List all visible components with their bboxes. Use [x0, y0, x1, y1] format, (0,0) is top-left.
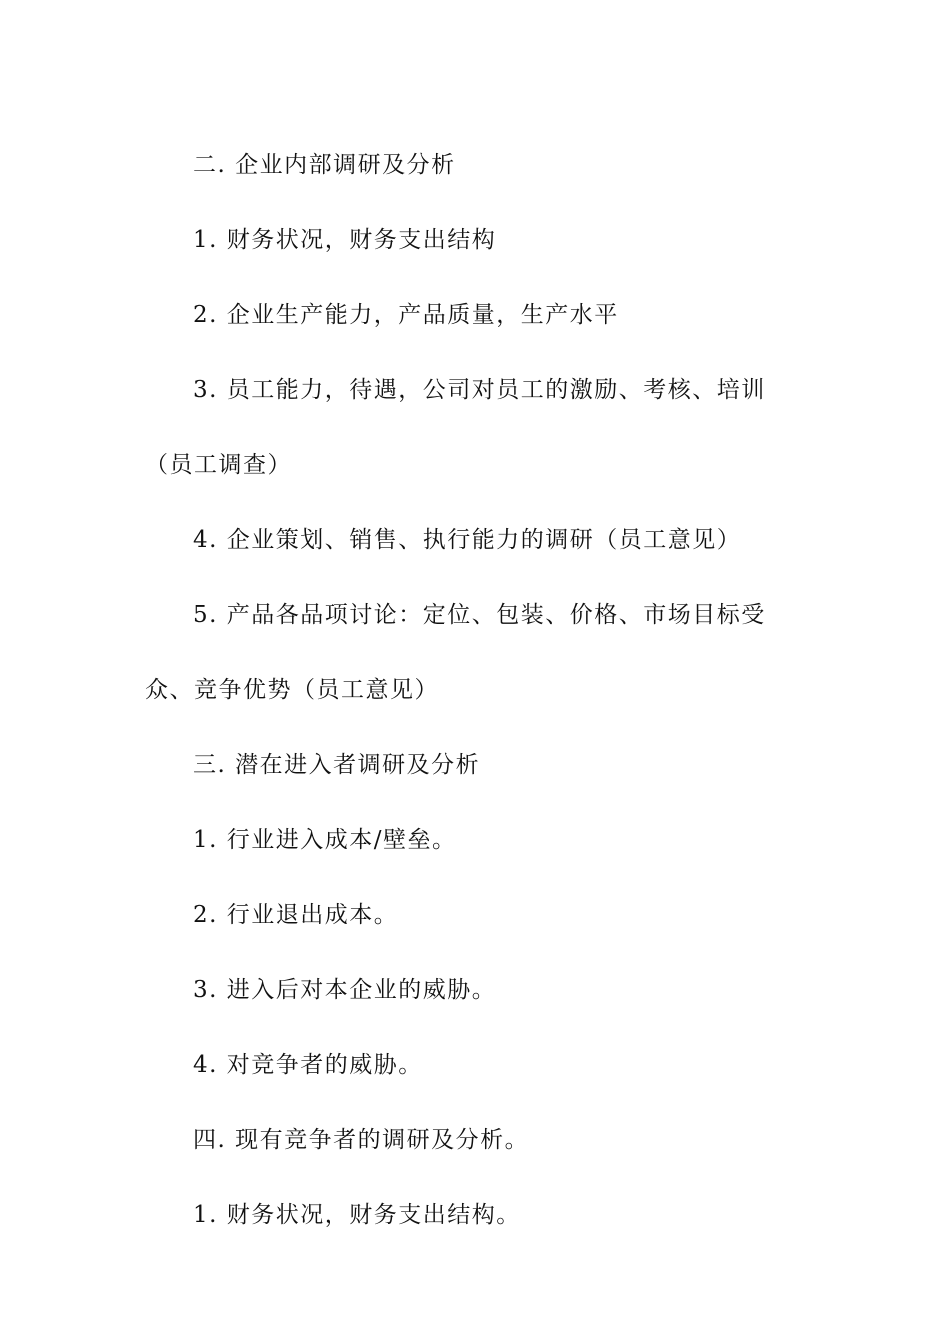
section-heading-existing-competitors: 四. 现有竞争者的调研及分析。: [193, 1127, 530, 1153]
list-item: 4. 对竞争者的威胁。: [193, 1052, 423, 1078]
list-item: 4. 企业策划、销售、执行能力的调研（员工意见）: [193, 527, 742, 553]
document-body: [145, 128, 810, 1253]
section-heading-potential-entrants: 三. 潜在进入者调研及分析: [193, 752, 481, 778]
section-heading-internal-research: 二. 企业内部调研及分析: [193, 152, 456, 178]
list-item: 2. 行业退出成本。: [193, 902, 399, 928]
list-item: 5. 产品各品项讨论：定位、包装、价格、市场目标受众、竞争优势（员工意见）: [145, 602, 766, 703]
list-item: 1. 财务状况，财务支出结构。: [193, 1202, 521, 1228]
list-item: 3. 进入后对本企业的威胁。: [193, 977, 497, 1003]
list-item: 3. 员工能力，待遇，公司对员工的激励、考核、培训（员工调查）: [145, 377, 766, 478]
list-item: 2. 企业生产能力，产品质量，生产水平: [193, 302, 619, 328]
list-item: 1. 财务状况，财务支出结构: [193, 227, 497, 253]
list-item: 1. 行业进入成本/壁垒。: [193, 827, 457, 853]
